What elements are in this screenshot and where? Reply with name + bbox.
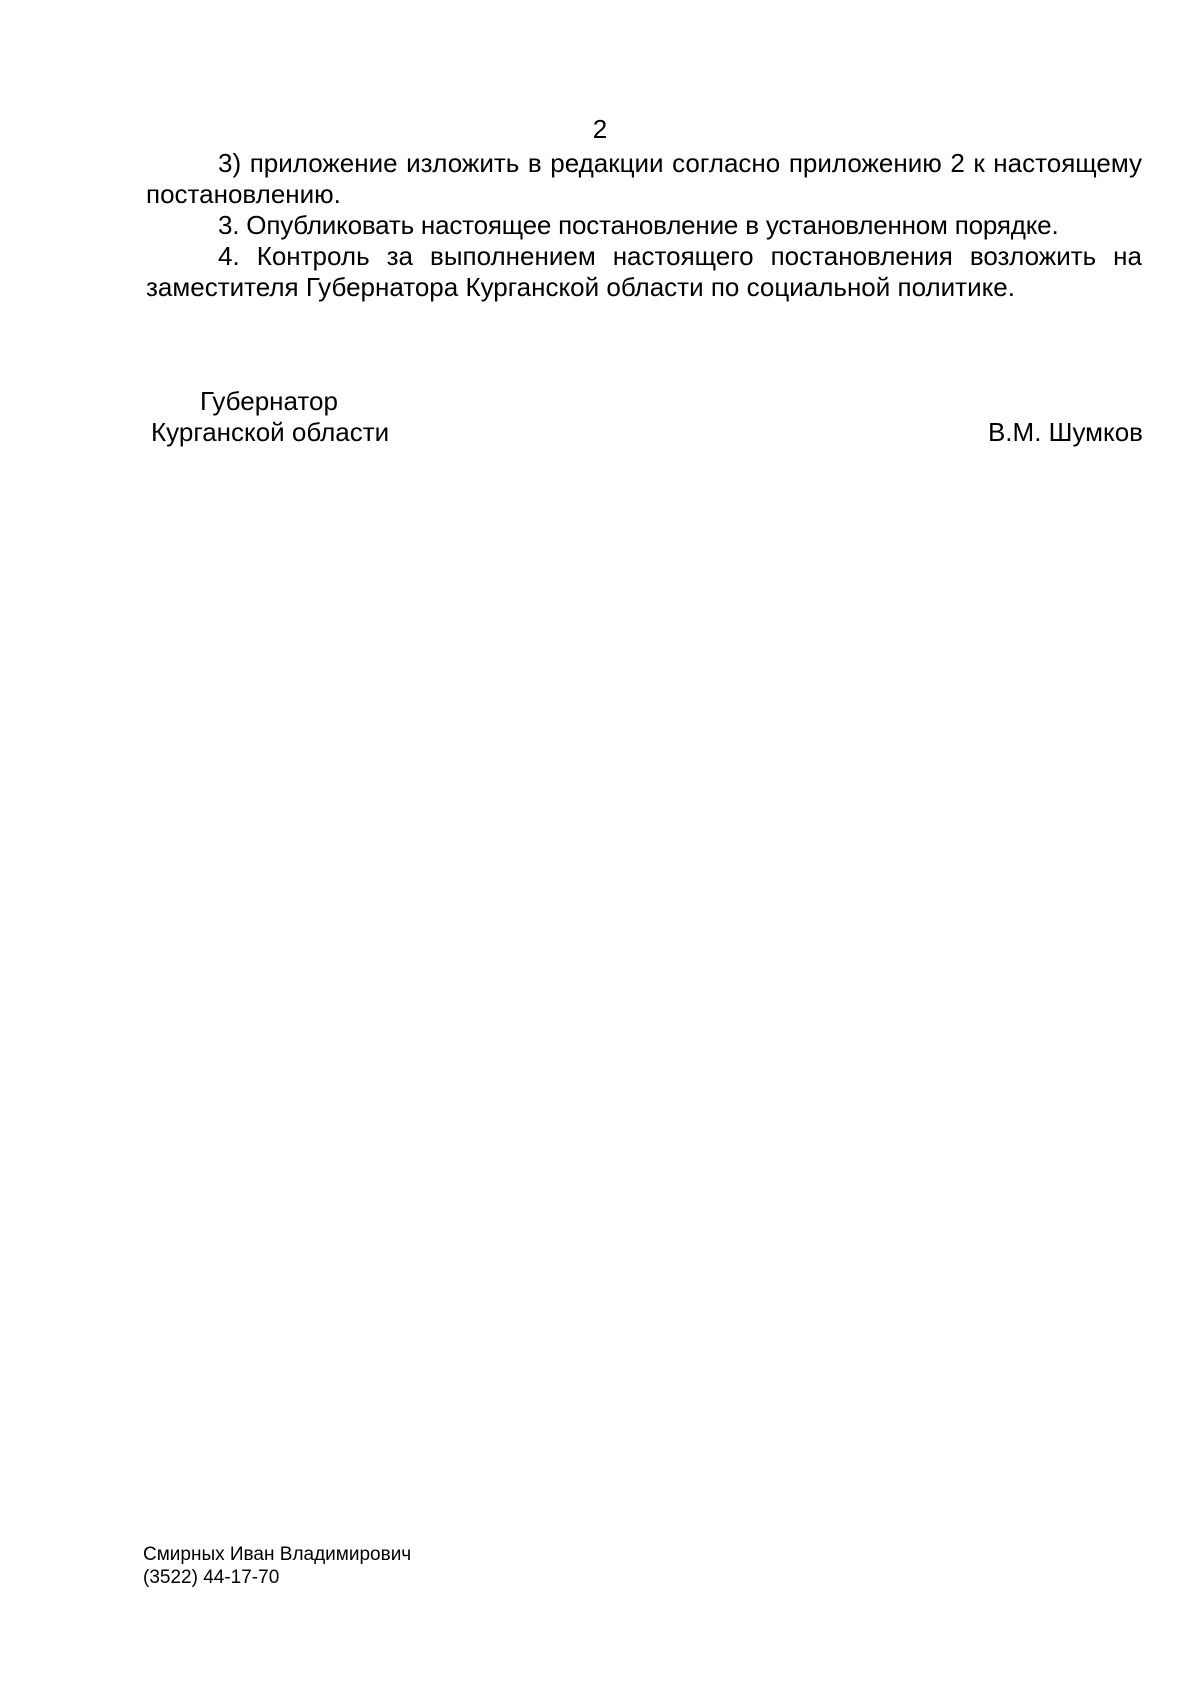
executor-contact [143, 1543, 411, 1589]
signatory-position: Губернатор [200, 386, 338, 416]
paragraph-control: 4. Контроль за выполнением настоящего постановления возложить на заместителя Губернатора Курганской области по социальной политике. [146, 241, 1142, 302]
signatory-title [146, 386, 446, 448]
paragraph-item-3-amendment: 3) приложение изложить в редакции согласно приложению 2 к настоящему постановлению. [146, 148, 1142, 209]
page-number: 2 [592, 114, 608, 144]
paragraph-publish: 3. Опубликовать настоящее постановление в установленном порядке. [218, 210, 1059, 240]
executor-name: Смирных Иван Владимирович [143, 1544, 412, 1565]
signatory-region: Курганской области [151, 417, 390, 447]
document-body [146, 148, 1142, 303]
signatory-name: В.М. Шумков [987, 417, 1143, 447]
executor-phone: (3522) 44-17-70 [143, 1567, 280, 1588]
